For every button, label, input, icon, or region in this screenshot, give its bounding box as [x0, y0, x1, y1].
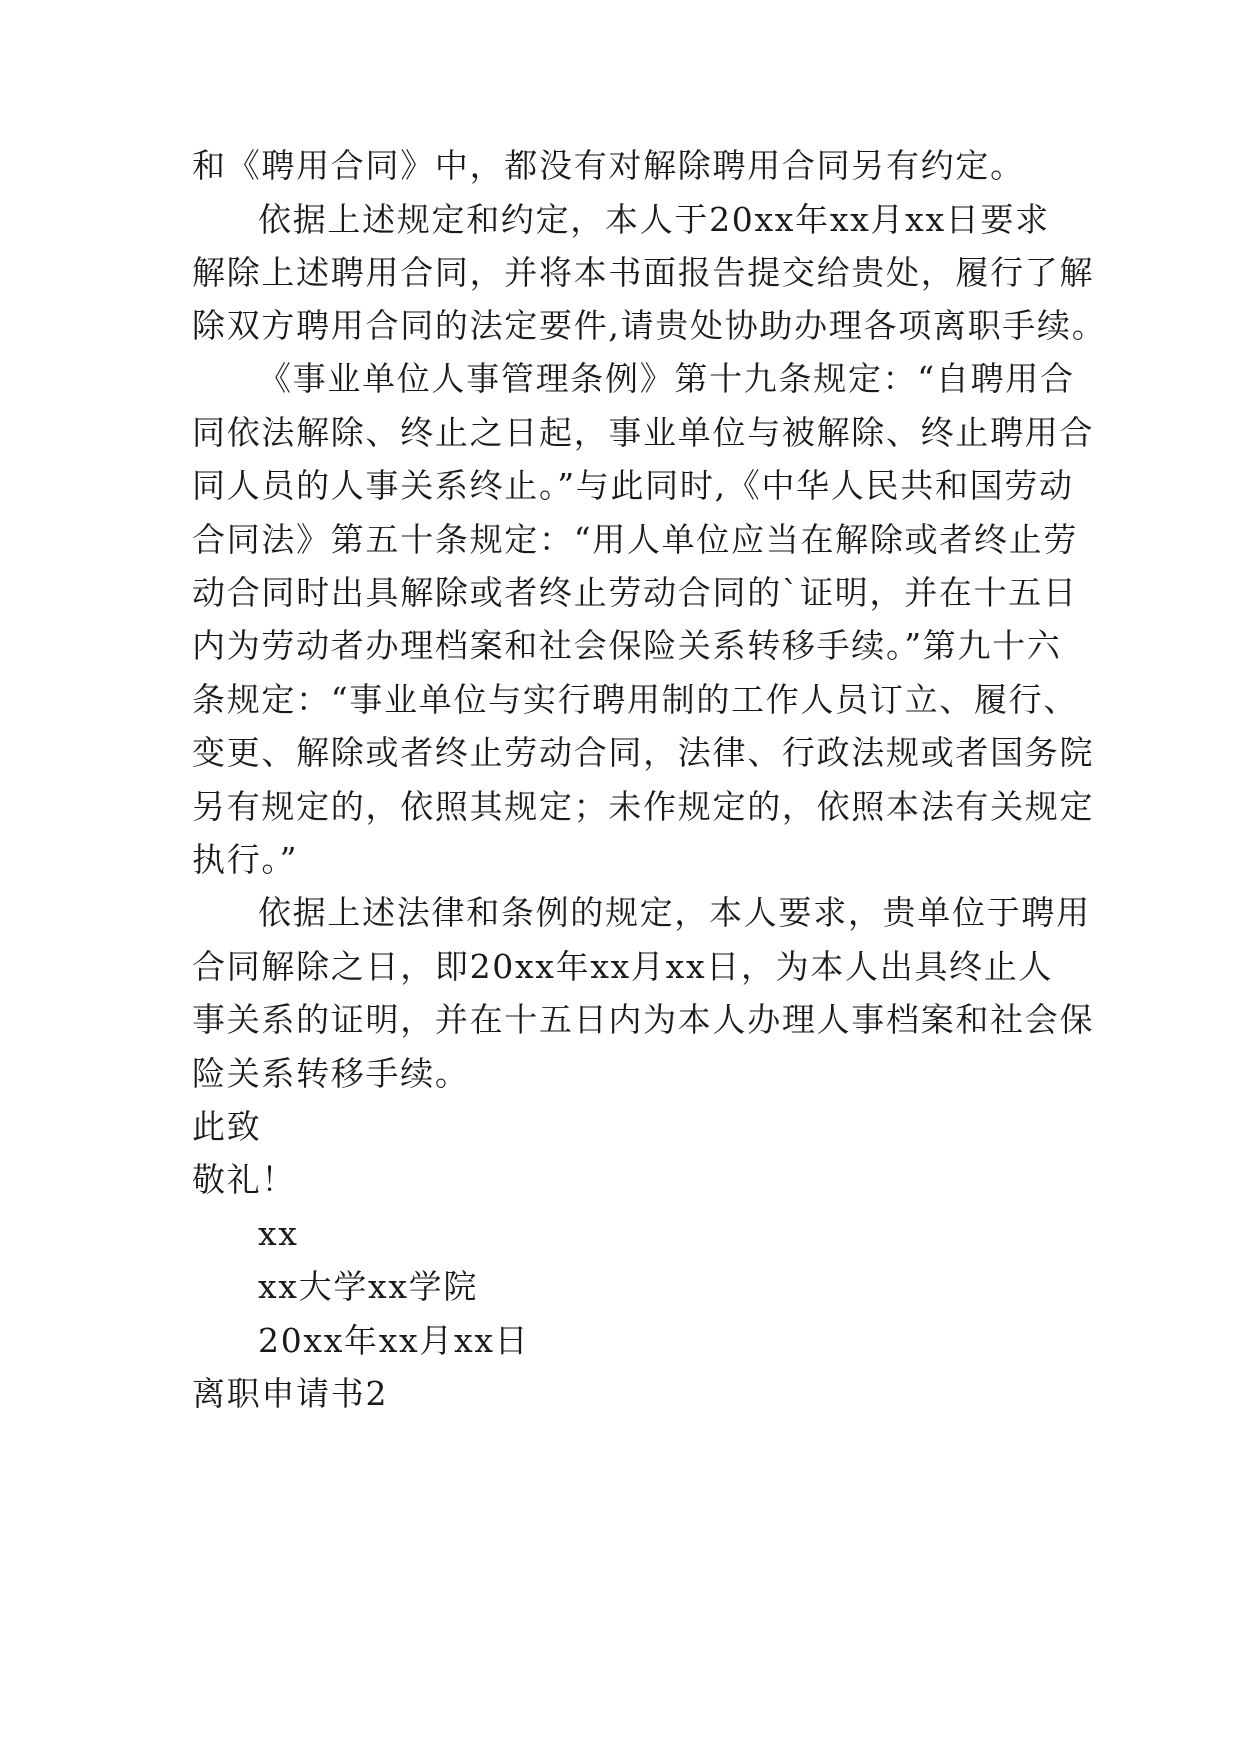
body-line: 同人员的人事关系终止。”与此同时,《中华人民共和国劳动 — [192, 466, 1074, 505]
body-line: 动合同时出具解除或者终止劳动合同的`证明，并在十五日 — [192, 573, 1078, 612]
body-line: 险关系转移手续。 — [192, 1054, 470, 1093]
closing-salutation: 此致 — [192, 1107, 262, 1146]
body-line: 条规定：“事业单位与实行聘用制的工作人员订立、履行、 — [192, 680, 1079, 719]
body-line: 另有规定的，依照其规定；未作规定的，依照本法有关规定 — [192, 787, 1095, 826]
signature-affiliation: xx大学xx学院 — [258, 1267, 479, 1306]
body-line: 变更、解除或者终止劳动合同，法律、行政法规或者国务院 — [192, 733, 1095, 772]
section-heading: 离职申请书2 — [192, 1374, 389, 1413]
body-line: 内为劳动者办理档案和社会保险关系转移手续。”第九十六 — [192, 626, 1062, 665]
body-line: 和《聘用合同》中，都没有对解除聘用合同另有约定。 — [192, 146, 1025, 185]
paragraph-first-line: 依据上述规定和约定，本人于20xx年xx月xx日要求 — [258, 200, 1050, 239]
body-line: 合同法》第五十条规定：“用人单位应当在解除或者终止劳 — [192, 520, 1079, 559]
body-line: 合同解除之日，即20xx年xx月xx日，为本人出具终止人 — [192, 947, 1054, 986]
body-line: 除双方聘用合同的法定要件,请贵处协助办理各项离职手续。 — [192, 306, 1107, 345]
signature-date: 20xx年xx月xx日 — [258, 1321, 530, 1360]
paragraph-first-line: 《事业单位人事管理条例》第十九条规定：“自聘用合 — [258, 359, 1075, 398]
closing-regards: 敬礼！ — [192, 1160, 297, 1199]
body-line: 执行。” — [192, 840, 299, 879]
body-line: 事关系的证明，并在十五日内为本人办理人事档案和社会保 — [192, 1000, 1095, 1039]
body-line: 同依法解除、终止之日起，事业单位与被解除、终止聘用合 — [192, 413, 1095, 452]
signature-name: xx — [258, 1214, 299, 1253]
body-line: 解除上述聘用合同，并将本书面报告提交给贵处，履行了解 — [192, 253, 1095, 292]
paragraph-first-line: 依据上述法律和条例的规定，本人要求，贵单位于聘用 — [258, 893, 1091, 932]
